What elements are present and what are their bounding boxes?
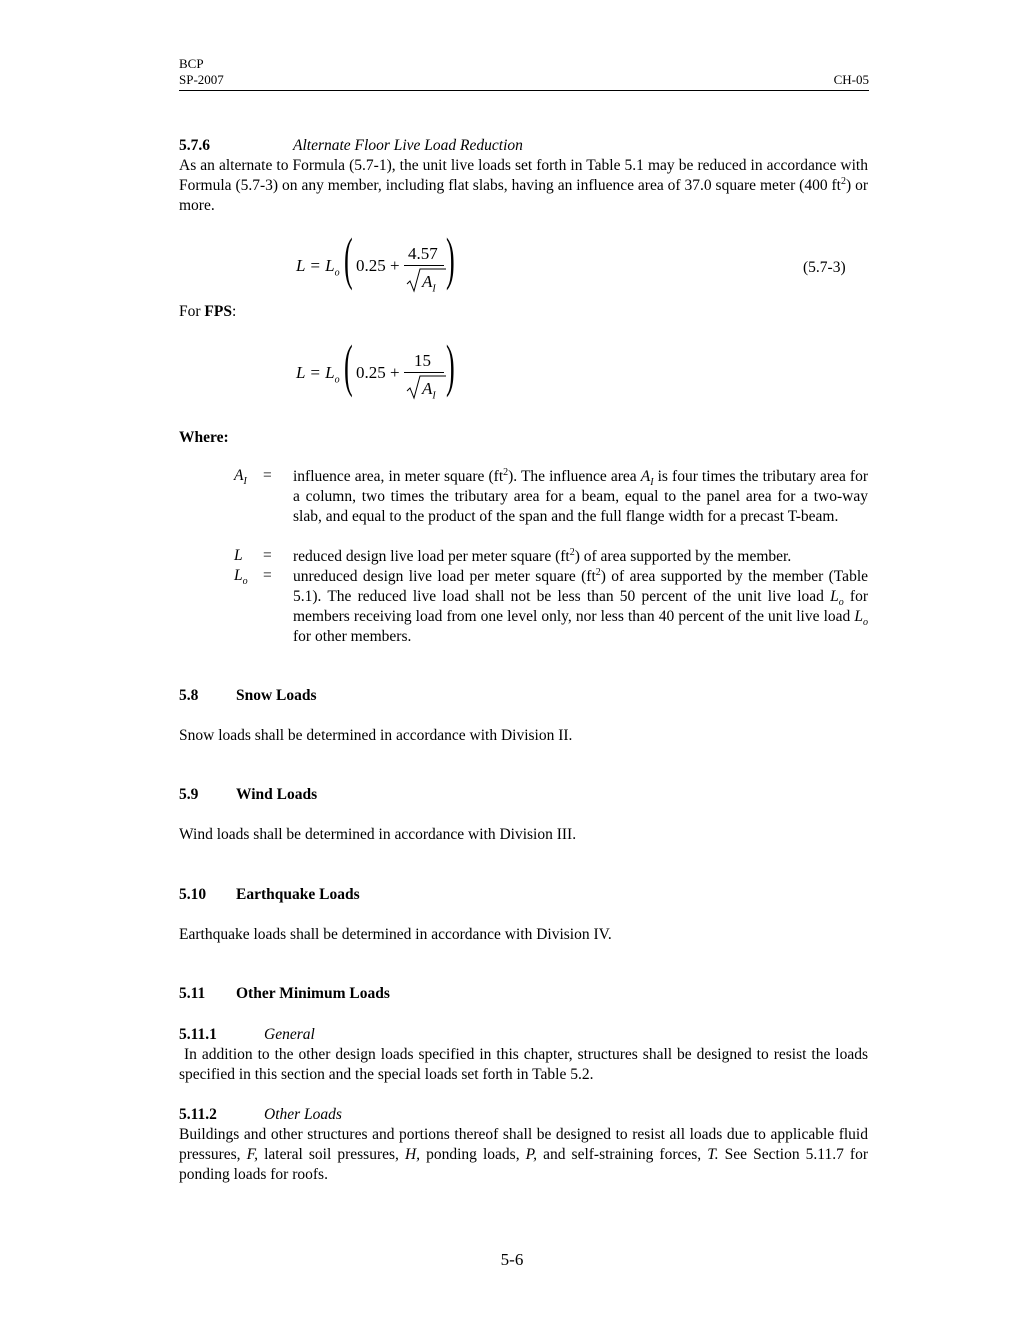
section-5-10-title: Earthquake Loads (236, 886, 360, 903)
def-l-symbol: L (234, 547, 243, 564)
section-5-11-2-number: 5.11.2 (179, 1106, 217, 1123)
def-lo-equals: = (263, 567, 272, 584)
section-5-11-2-title: Other Loads (264, 1106, 342, 1123)
def-l-text: reduced design live load per meter square $(ft^2)$ of area supported by the member. (293, 546, 792, 565)
def-ai-text: influence area, in meter square $(ft^2)$. The influence area $A_I$ is four times the tributary area for a column, two times the tributary area for a beam, equal to the panel area for a two-way slab, and equal to the product of the span and the full flange width for a precast T-beam. (293, 466, 868, 525)
section-5-11-2-body: Buildings and other structures and portions thereof shall be designed to resist all loads due to applicable fluid pressures, F, lateral soil pressures, H, ponding loads, P, and self-straining forces, T. See Section 5.11.7 for ponding loads for roofs. (179, 1126, 869, 1183)
section-5-9-title: Wind Loads (236, 786, 318, 803)
fps-label: For FPS: (179, 303, 237, 320)
left-paren: ( (344, 333, 353, 398)
def-ai-symbol: $A_I$ (234, 467, 247, 488)
right-paren: ) (446, 333, 455, 398)
section-5-11-1-number: 5.11.1 (179, 1026, 217, 1043)
section-5-11-title: Other Minimum Loads (236, 985, 390, 1002)
formula-5-7-3: $L = L_o$ ( 0.25 + 4.57 $A_I$ ) (296, 226, 455, 295)
section-5-11-1-title: General (264, 1026, 315, 1043)
def-lo-symbol: $L_o$ (234, 567, 248, 588)
section-5-8-title: Snow Loads (236, 687, 317, 704)
section-5-7-6-body: As an alternate to Formula (5.7-1), the unit live loads set forth in Table 5.1 may be reduced in accordance with Formula (5.7-3) on any member, including flat slabs, having an influence area of 37.0 square meter (400 $ft^2$) or more. (179, 157, 869, 214)
section-5-9-number: 5.9 (179, 786, 199, 803)
left-paren: ( (344, 226, 353, 291)
header-doc: SP-2007 (179, 72, 224, 87)
right-paren: ) (446, 226, 455, 291)
def-lo-text: unreduced design live load per meter square $(ft^2)$ of area supported by the member (Table 5.1). The reduced live load shall not be less than 50 percent of the unit live load $L_o$ for members receiving load from one level only, nor less than 40 percent of the unit live load $L_o$ for other members. (293, 566, 869, 645)
section-5-7-6-title: Alternate Floor Live Load Reduction (293, 137, 523, 154)
where-label: Where: (179, 429, 229, 446)
section-5-9-body: Wind loads shall be determined in accordance with Division III. (179, 826, 577, 843)
formula-fps: $L = L_o$ ( 0.25 + 15 $A_I$ ) (296, 333, 455, 402)
header-chapter: CH-05 (833, 72, 869, 87)
section-5-11-number: 5.11 (179, 985, 206, 1002)
header-rule (179, 90, 869, 91)
section-5-10-number: 5.10 (179, 886, 207, 903)
def-ai-equals: = (263, 467, 272, 484)
header-org: BCP (179, 56, 204, 71)
formula-ref: (5.7-3) (803, 259, 846, 276)
section-5-8-number: 5.8 (179, 687, 199, 704)
page-number: 5-6 (500, 1250, 524, 1269)
section-5-7-6-number: 5.7.6 (179, 137, 210, 154)
section-5-10-body: Earthquake loads shall be determined in accordance with Division IV. (179, 926, 612, 943)
section-5-11-1-body: In addition to the other design loads specified in this chapter, structures shall be designed to resist the loads specified in this section and the special loads set forth in Table 5.2. (179, 1046, 872, 1083)
section-5-8-body: Snow loads shall be determined in accordance with Division II. (179, 727, 573, 744)
def-l-equals: = (263, 547, 272, 564)
